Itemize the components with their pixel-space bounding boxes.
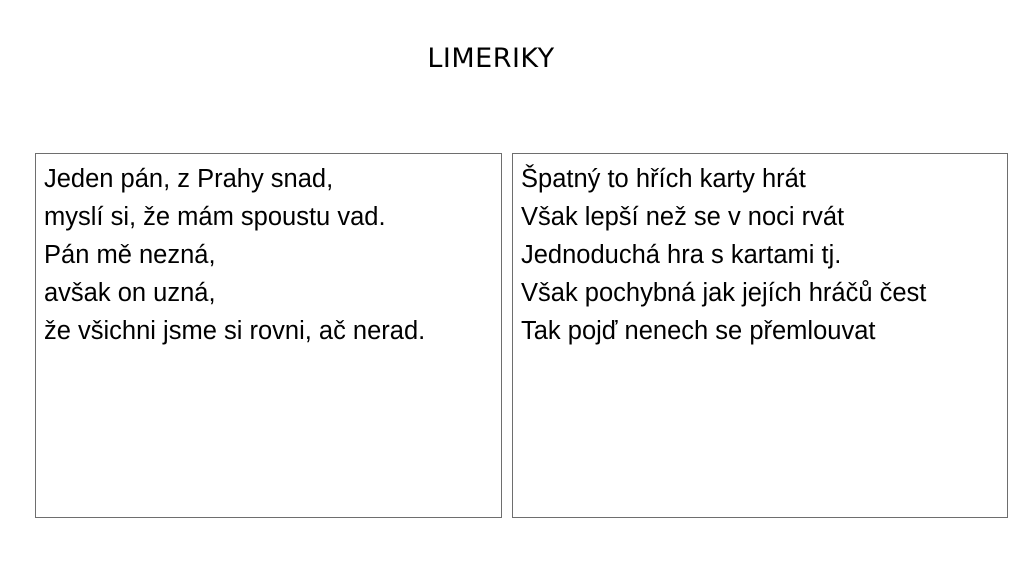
poem-line: Špatný to hřích karty hrát (521, 165, 806, 193)
poem-line: Jeden pán, z Prahy snad, (44, 165, 334, 193)
poem-line: Pán mě nezná, (44, 241, 216, 269)
poem-line: Však lepší než se v noci rvát (521, 203, 845, 231)
poem-box-right (512, 153, 1008, 518)
poem-line: myslí si, že mám spoustu vad. (44, 203, 386, 231)
poem-line: Tak pojď nenech se přemlouvat (521, 317, 876, 345)
poem-line: Jednoduchá hra s kartami tj. (521, 241, 842, 269)
poem-line: avšak on uzná, (44, 279, 216, 307)
slide-title: LIMERIKY (427, 43, 555, 74)
poem-line: že všichni jsme si rovni, ač nerad. (44, 317, 426, 345)
poem-box-left (35, 153, 502, 518)
poem-line: Však pochybná jak jejích hráčů čest (521, 279, 927, 307)
